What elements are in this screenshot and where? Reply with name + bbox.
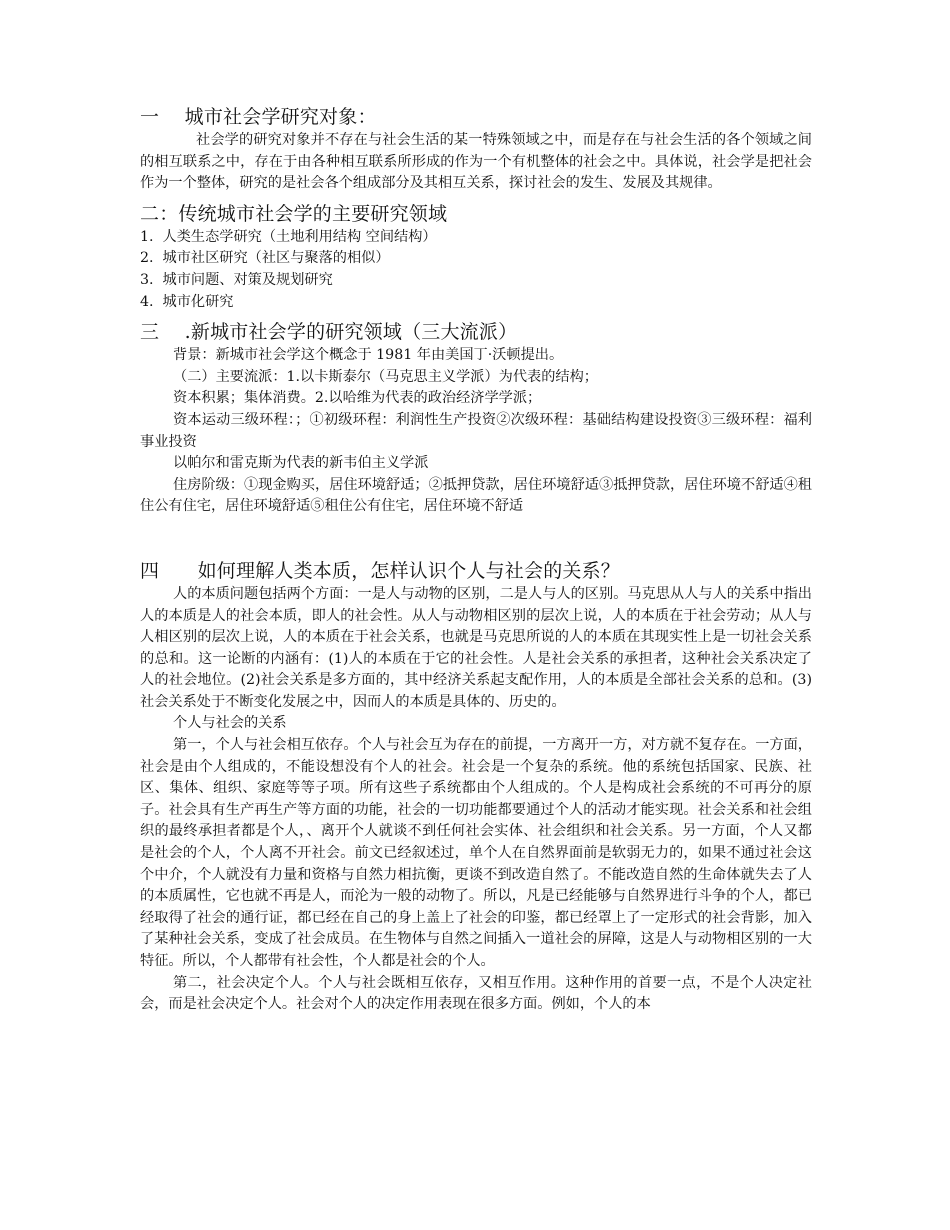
- list-item-number: 3.: [140, 271, 154, 288]
- list-item-text: 人类生态学研究（土地利用结构 空间结构）: [162, 228, 437, 245]
- section-1-paragraph: 社会学的研究对象并不存在与社会生活的某一特殊领域之中，而是存在与社会生活的各个领域之间的相互联系之中，存在于由各种相互联系所形成的作为一个有机整体的社会之中。具体说，社会学是把社会作为一个整体，研究的是社会各个组成部分及其相互关系，探讨社会的发生、发展及其规律。: [140, 132, 812, 192]
- section-3-line: 住房阶级：①现金购买，居住环境舒适；②抵押贷款，居住环境舒适③抵押贷款，居住环境不舒适④租住公有住宅，居住环境舒适⑤租住公有住宅，居住环境不舒适: [140, 476, 812, 515]
- list-item-number: 2.: [140, 250, 154, 267]
- section-4-paragraph: 第二，社会决定个人。个人与社会既相互依存，又相互作用。这种作用的首要一点，不是个人决定社会，而是社会决定个人。社会对个人的决定作用表现在很多方面。例如，个人的本: [140, 974, 812, 1013]
- section-1-heading: 一 城市社会学研究对象：: [140, 106, 377, 128]
- section-3-line: 以帕尔和雷克斯为代表的新韦伯主义学派: [173, 455, 429, 472]
- list-item-text: 城市问题、对策及规划研究: [162, 271, 333, 288]
- section-4-heading: 四 如何理解人类本质，怎样认识个人与社会的关系？: [140, 559, 621, 582]
- document-body: [140, 104, 812, 1016]
- section-4-paragraph: 人的本质问题包括两个方面：一是人与动物的区别，二是人与人的区别。马克思从人与人的关系中指出人的本质是人的社会本质，即人的社会性。从人与动物相区别的层次上说，人的本质在于社会劳动；从人与人相区别的层次上说，人的本质在于社会关系，也就是马克思所说的人的本质在其现实性上是一切社会关系的总和。这一论断的内涵有：(1)人的本质在于它的社会性。人是社会关系的承担者，这种社会关系决定了人的社会地位。(2)社会关系是多方面的，其中经济关系起支配作用，人的本质是全部社会关系的总和。(3)社会关系处于不断变化发展之中，因而人的本质是具体的、历史的。: [140, 585, 812, 710]
- list-item-number: 1.: [140, 228, 154, 245]
- section-4-paragraph: 第一，个人与社会相互依存。个人与社会互为存在的前提，一方离开一方，对方就不复存在。一方面，社会是由个人组成的，不能设想没有个人的社会。社会是一个复杂的系统。他的系统包括国家、民族、社区、集体、组织、家庭等等子项。所有这些子系统都由个人组成的。个人是构成社会系统的不可再分的原子。社会具有生产再生产等方面的功能，社会的一切功能都要通过个人的活动才能实现。社会关系和社会组织的最终承担者都是个人，、离开个人就谈不到任何社会实体、社会组织和社会关系。另一方面，个人又都是社会的个人，个人离不开社会。前文已经叙述过，单个人在自然界面前是软弱无力的，如果不通过社会这个中介，个人就没有力量和资格与自然力相抗衡，更谈不到改造自然了。不能改造自然的生命体就失去了人的本质属性，它也就不再是人，而沦为一般的动物了。所以，凡是已经能够与自然界进行斗争的个人，都已经取得了社会的通行证，都已经在自己的身上盖上了社会的印鉴，都已经罩上了一定形式的社会背影，加入了某种社会关系，变成了社会成员。在生物体与自然之间插入一道社会的屏障，这是人与动物相区别的一大特征。所以，个人都带有社会性，个人都是社会的个人。: [140, 737, 812, 969]
- section-3-heading: 三 .新城市社会学的研究领域（三大流派）: [140, 321, 518, 344]
- list-item-text: 城市社区研究（社区与聚落的相似）: [162, 250, 390, 267]
- section-2-heading: 二：传统城市社会学的主要研究领域: [140, 202, 448, 225]
- section-3-line: （二）主要流派：1.以卡斯泰尔（马克思主义学派）为代表的结构；: [173, 368, 598, 385]
- section-3-line: 资本运动三级环程：；①初级环程：利润性生产投资②次级环程：基础结构建设投资③三级环程：福利事业投资: [140, 411, 812, 450]
- list-item: [140, 270, 812, 292]
- section-3-line: 背景：新城市社会学这个概念于 1981 年由美国丁·沃顿提出。: [173, 347, 564, 364]
- research-areas-list: [140, 227, 812, 313]
- list-item-number: 4.: [140, 293, 154, 310]
- list-item-text: 城市化研究: [162, 293, 234, 310]
- list-item: [140, 227, 812, 249]
- section-3-line: 资本积累；集体消费。2.以哈维为代表的政治经济学学派；: [173, 390, 542, 407]
- section-4-subheading: 个人与社会的关系: [173, 715, 287, 732]
- list-item: [140, 248, 812, 270]
- list-item: [140, 292, 812, 314]
